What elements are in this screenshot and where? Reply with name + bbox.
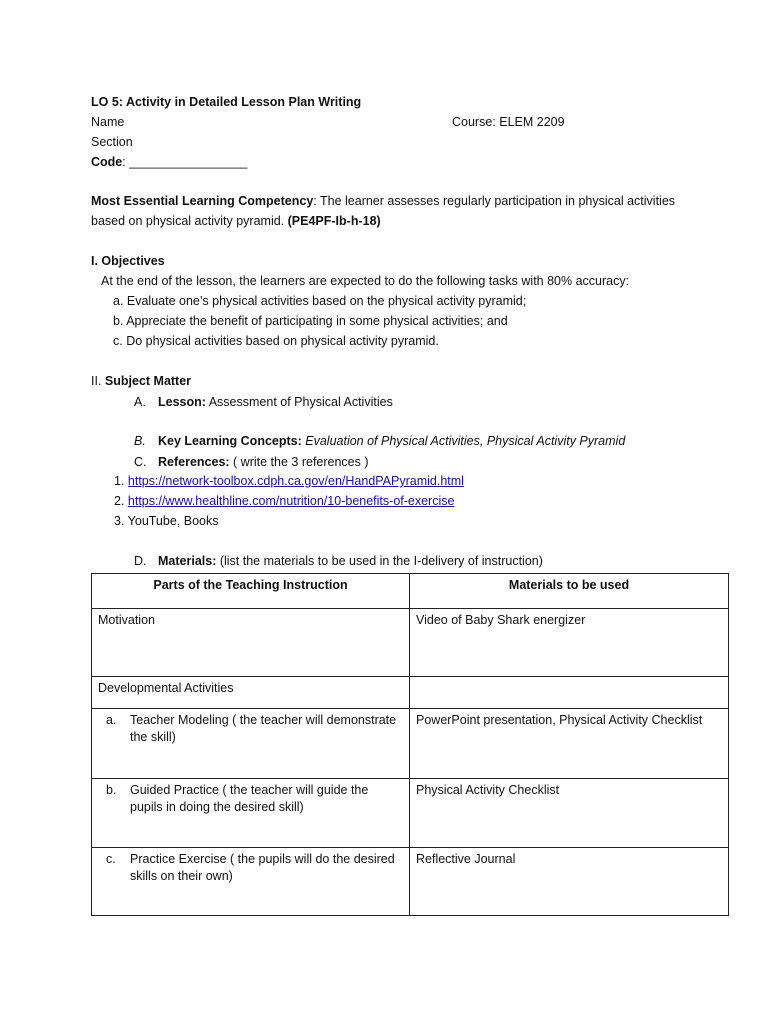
code-blank: : _________________ [122,155,248,169]
objective-item: c. Do physical activities based on physical activity pyramid. [113,334,439,348]
row-marker: b. [106,783,117,797]
part-cell [92,848,410,916]
competency-code: (PE4PF-Ib-h-18) [287,214,381,228]
references-label: References: [158,455,230,469]
part-cell [92,779,410,848]
reference-item-3 [114,513,218,529]
table-row [92,779,729,848]
references-note: ( write the 3 references ) [229,455,369,469]
objective-item: a. Evaluate one’s physical activities based on the physical activity pyramid; [113,294,527,308]
subject-matter-title: Subject Matter [104,374,192,388]
lesson-line [158,394,393,410]
part-cell [92,709,410,779]
objectives-intro: At the end of the lesson, the learners are expected to do the following tasks with 80% accuracy: [101,274,630,288]
concepts-marker: B. [134,434,146,448]
row-marker: c. [106,852,116,866]
materials-note: (list the materials to be used in the I-delivery of instruction) [216,554,543,568]
materials-line [158,553,543,569]
competency-text-2: based on physical activity pyramid. [91,214,288,228]
code-line [91,154,247,170]
doc-title: LO 5: Activity in Detailed Lesson Plan Writing [91,95,362,109]
subject-matter-heading [91,373,191,389]
materials-marker: D. [134,554,147,568]
materials-label: Materials: [158,554,217,568]
table-header-row [92,574,729,609]
part-text: Teacher Modeling ( the teacher will demonstrate the skill) [130,713,397,744]
reference-number: 1. [114,474,128,488]
part-cell: Motivation [92,609,410,677]
table-row [92,709,729,779]
column-header-parts: Parts of the Teaching Instruction [92,574,410,609]
material-cell: PowerPoint presentation, Physical Activity Checklist [410,709,729,779]
concepts-label: Key Learning Concepts: [158,434,302,448]
competency-line-2 [91,213,381,229]
objectives-heading: I. Objectives [91,254,165,268]
concepts-line [158,433,625,449]
material-cell: Video of Baby Shark energizer [410,609,729,677]
material-cell [410,677,729,709]
table-row [92,677,729,709]
competency-text-1: : The learner assesses regularly participation in physical activities [313,194,676,208]
materials-table [91,573,729,916]
objective-item: b. Appreciate the benefit of participating in some physical activities; and [113,314,508,328]
concepts-value: Evaluation of Physical Activities, Physical Activity Pyramid [301,434,626,448]
part-text: Guided Practice ( the teacher will guide the pupils in doing the desired skill) [130,783,369,814]
reference-link-2[interactable]: https://www.healthline.com/nutrition/10-benefits-of-exercise [127,494,455,508]
competency-line-1 [91,193,675,209]
lesson-label: Lesson: [158,395,206,409]
competency-label: Most Essential Learning Competency [91,194,314,208]
name-label: Name [91,115,125,129]
table-row [92,848,729,916]
lesson-value: Assessment of Physical Activities [205,395,393,409]
reference-link-1[interactable]: https://network-toolbox.cdph.ca.gov/en/HandPAPyramid.html [127,474,464,488]
part-text: Practice Exercise ( the pupils will do the desired skills on their own) [130,852,395,883]
section-label: Section [91,135,133,149]
part-cell: Developmental Activities [92,677,410,709]
references-line [158,454,369,470]
lesson-marker: A. [134,395,146,409]
material-cell: Physical Activity Checklist [410,779,729,848]
material-cell: Reflective Journal [410,848,729,916]
course-label: Course: ELEM 2209 [452,115,565,129]
reference-item-2 [114,493,454,509]
code-label: Code [91,155,123,169]
subject-matter-prefix: II. [91,374,105,388]
column-header-materials: Materials to be used [410,574,729,609]
references-marker: C. [134,455,147,469]
reference-number: 3. [114,514,128,528]
row-marker: a. [106,713,117,727]
reference-item-1 [114,473,464,489]
reference-text-3: YouTube, Books [127,514,219,528]
reference-number: 2. [114,494,128,508]
table-row [92,609,729,677]
